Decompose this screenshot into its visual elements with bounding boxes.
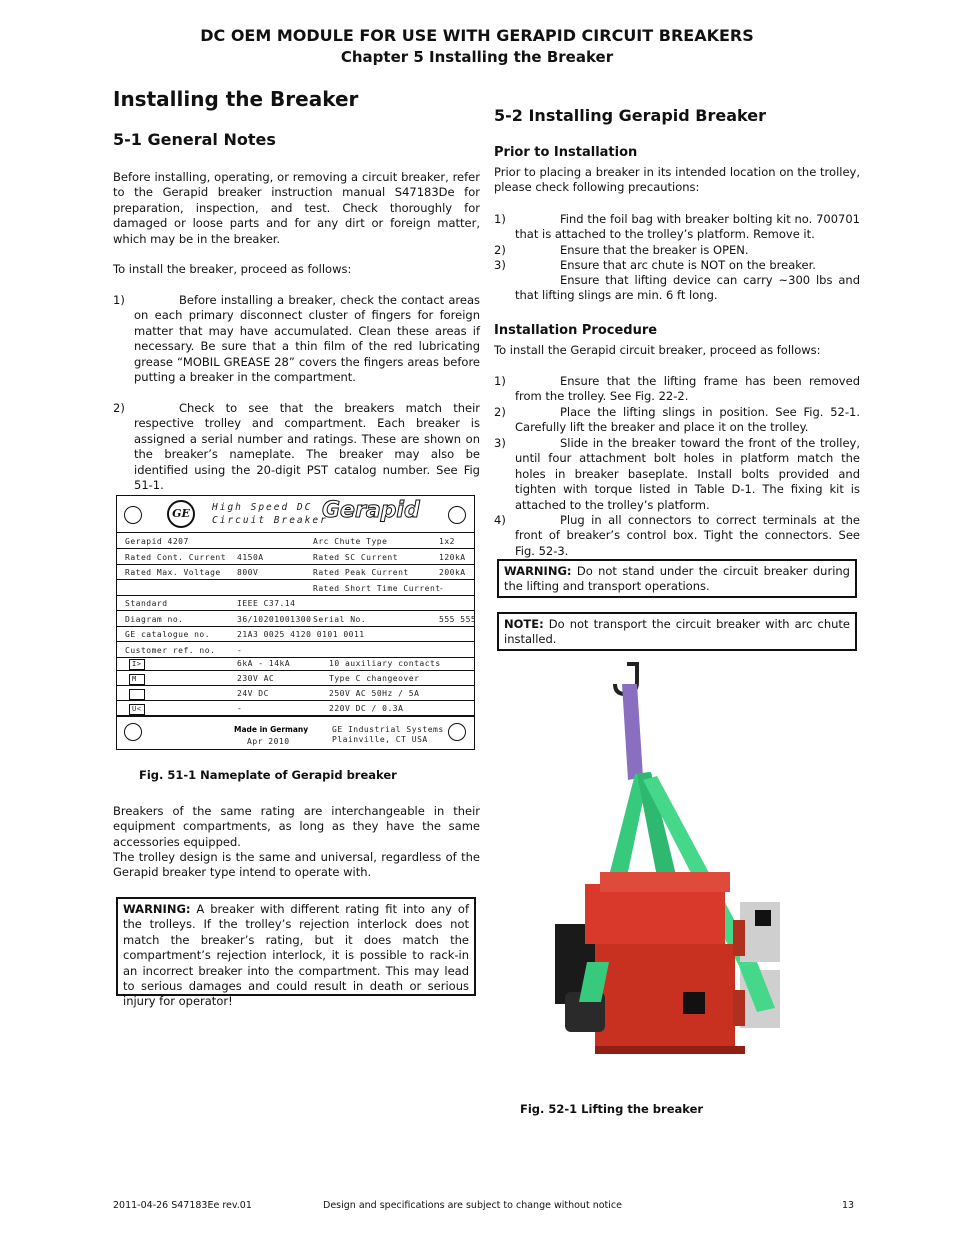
nameplate-cell: -: [237, 645, 243, 655]
subheading-prior: Prior to Installation: [494, 145, 638, 160]
nameplate-maker1: GE Industrial Systems: [332, 725, 444, 734]
nameplate-cell: 24V DC: [237, 689, 269, 698]
list-number: 1): [494, 212, 506, 226]
footer-disclaimer: Design and specifications are subject to change without notice: [323, 1200, 622, 1211]
section-title-general-notes: 5-1 General Notes: [113, 130, 276, 149]
note-text: Do not transport the circuit breaker with arc chute installed.: [504, 617, 850, 647]
figure-caption-lifting: Fig. 52-1 Lifting the breaker: [520, 1102, 704, 1116]
nameplate-cell: IEEE C37.14: [237, 599, 296, 608]
list-text: Place the lifting slings in position. See Fig. 52-1. Carefully lift the breaker and place it on the trolley.: [515, 405, 860, 435]
list-text: Slide in the breaker toward the front of the trolley, until four attachment bolt holes in platform match the holes in breaker baseplate. Install bolts provided and tighten with torque listed in Table D-1. The fixing kit is attached to the trolley’s platform.: [515, 436, 860, 512]
nameplate-row-divider: [117, 595, 474, 596]
mounting-hole-icon: [124, 723, 142, 741]
list-item: [113, 293, 480, 385]
document-header-title: DC OEM MODULE FOR USE WITH GERAPID CIRCUIT BREAKERS: [200, 26, 754, 45]
list-item: [494, 243, 860, 258]
footer-page-number: 13: [842, 1200, 855, 1211]
list-number: 2): [113, 401, 125, 415]
nameplate-line2: Circuit Breaker: [212, 515, 328, 526]
nameplate-cell: 1x2: [439, 537, 455, 546]
nameplate-row-divider: [117, 564, 474, 565]
list-number: 2): [494, 405, 506, 419]
list-text: Plug in all connectors to correct terminals at the front of breaker’s control box. Tight the connectors. See Fig. 52-3.: [515, 513, 860, 558]
paragraph-proceed: To install the breaker, proceed as follows:: [113, 262, 352, 276]
nameplate-cell: Gerapid 4207: [125, 537, 189, 546]
warning-box-rating: [116, 897, 476, 1009]
nameplate-made-in: Made in Germany: [234, 725, 309, 734]
nameplate-cell: Customer ref. no.: [125, 645, 216, 655]
list-item: [494, 273, 860, 304]
heatsink-lower: [683, 992, 705, 1014]
list-text: Check to see that the breakers match their respective trolley and compartment. Each breaker is assigned a serial number and ratings. These are shown on the breaker’s nameplate. The breaker may also be identified using the 20-digit PST catalog number. See Fig 51-1.: [134, 401, 480, 493]
list-number: 4): [494, 513, 506, 527]
list-item: [494, 405, 860, 436]
breaker-top-red: [585, 884, 725, 944]
list-number: 1): [113, 293, 125, 307]
nameplate-row-divider: [117, 657, 474, 658]
ge-logo: GE: [167, 500, 195, 528]
accessory-symbol-icon: [129, 689, 145, 700]
mounting-hole-icon: [448, 723, 466, 741]
nameplate-cell: 21A3 0025 4120 0101 0011: [237, 630, 365, 639]
nameplate-cell: Arc Chute Type: [313, 537, 388, 546]
nameplate-cell: Type C changeover: [329, 674, 420, 683]
mounting-hole-icon: [448, 506, 466, 524]
nameplate-cell: Rated Max. Voltage: [125, 568, 221, 577]
page-title: Installing the Breaker: [113, 87, 359, 111]
nameplate-cell: 4150A: [237, 552, 264, 562]
paragraph-trolley: The trolley design is the same and universal, regardless of the Gerapid breaker type intend to operate with.: [113, 850, 480, 880]
nameplate-row-divider: [117, 700, 474, 701]
breaker-front-red: [595, 944, 735, 1046]
nameplate-brand: Gerapid: [322, 498, 420, 523]
nameplate-cell: 6kA - 14kA: [237, 659, 291, 668]
list-text: Ensure that the breaker is OPEN.: [560, 243, 749, 257]
nameplate-line1: High Speed DC: [212, 502, 313, 513]
list-item: [494, 513, 860, 559]
nameplate-cell: 200kA: [439, 568, 466, 577]
nameplate-row-divider: [117, 626, 474, 627]
list-item: [494, 374, 860, 405]
nameplate-row-divider: [117, 610, 474, 611]
list-number: 3): [494, 258, 506, 272]
list-number: 3): [494, 436, 506, 450]
note-box-arc-chute: [497, 612, 857, 651]
nameplate-cell: Standard: [125, 599, 168, 608]
list-number: 1): [494, 374, 506, 388]
nameplate-cell: GE catalogue no.: [125, 630, 211, 639]
nameplate-cell: Rated Short Time Current: [313, 583, 441, 593]
nameplate-cell: -: [237, 704, 243, 713]
warning-label: WARNING:: [123, 902, 191, 916]
nameplate-cell: Rated Cont. Current: [125, 552, 227, 562]
nameplate-cell: 36/10201001300: [237, 614, 312, 624]
paragraph-prior: Prior to placing a breaker in its intended location on the trolley, please check following precautions:: [494, 165, 860, 195]
nameplate-row-divider: [117, 670, 474, 671]
nameplate-cell: 220V DC / 0.3A: [329, 704, 404, 713]
list-text: Ensure that arc chute is NOT on the breaker.: [560, 258, 816, 272]
nameplate-cell: -: [439, 583, 445, 593]
lifting-breaker-photo: [525, 662, 790, 1057]
note-label: NOTE:: [504, 617, 544, 631]
nameplate-cell: Rated Peak Current: [313, 568, 409, 577]
list-number: 2): [494, 243, 506, 257]
warning-text: A breaker with different rating fit into any of the trolleys. If the trolley’s rejection interlock does not match the breaker’s rating, but it does match the compartment’s rejection interlock, it is possible to rack-in an incorrect breaker into the compartment. This may lead to serious damages and could result in death or serious injury for operator!: [123, 902, 469, 1009]
nameplate-row-divider: [117, 685, 474, 686]
subheading-procedure: Installation Procedure: [494, 323, 658, 338]
nameplate-figure: [116, 495, 475, 750]
nameplate-cell: Rated SC Current: [313, 552, 399, 562]
warning-label: WARNING:: [504, 564, 572, 578]
nameplate-cell: Diagram no.: [125, 614, 184, 624]
nameplate-cell: 120kA: [439, 552, 466, 562]
list-item: [494, 212, 860, 243]
nameplate-row-divider: [117, 641, 474, 642]
nameplate-cell: Serial No.: [313, 614, 367, 624]
section-title-installing: 5-2 Installing Gerapid Breaker: [494, 106, 766, 125]
nameplate-cell: 10 auxiliary contacts: [329, 659, 441, 668]
list-text: Find the foil bag with breaker bolting kit no. 700701 that is attached to the trolley’s platform. Remove it.: [515, 212, 860, 242]
nameplate-row-divider: [117, 548, 474, 549]
document-header-chapter: Chapter 5 Installing the Breaker: [340, 48, 614, 66]
nameplate-row-divider: [117, 579, 474, 580]
purple-sling: [622, 684, 643, 780]
nameplate-cell: 230V AC: [237, 674, 275, 683]
list-item: [494, 258, 860, 273]
paragraph-procedure: To install the Gerapid circuit breaker, proceed as follows:: [494, 343, 821, 357]
mounting-hole-icon: [124, 506, 142, 524]
warning-text: Do not stand under the circuit breaker during the lifting and transport operations.: [504, 564, 850, 594]
list-item: [494, 436, 860, 513]
accessory-symbol-icon: I>: [129, 659, 145, 670]
nameplate-maker2: Plainville, CT USA: [332, 735, 428, 744]
list-text: Ensure that lifting device can carry ~300 lbs and that lifting slings are min. 6 ft long.: [515, 273, 860, 303]
paragraph-interchange: Breakers of the same rating are interchangeable in their equipment compartments, as long as they have the same accessories equipped.: [113, 804, 480, 849]
nameplate-cell: 555 555: [439, 614, 477, 624]
warning-box-lifting: [497, 559, 857, 598]
heatsink-upper: [755, 910, 771, 926]
list-text: Ensure that the lifting frame has been removed from the trolley. See Fig. 22-2.: [515, 374, 860, 404]
paragraph-intro: Before installing, operating, or removing a circuit breaker, refer to the Gerapid breaker instruction manual S47183De for preparation, inspection, and test. Check thoroughly for damaged or loose parts and for any dirt or foreign matter, which may be in the breaker.: [113, 170, 480, 246]
footer-doc-id: 2011-04-26 S47183Ee rev.01: [113, 1200, 252, 1211]
nameplate-cell: 250V AC 50Hz / 5A: [329, 689, 420, 698]
list-text: Before installing a breaker, check the contact areas on each primary disconnect cluster of fingers for foreign matter that may have accumulated. Clean these areas if necessary. Be sure that a thin film of the red lubricating grease “MOBIL GREASE 28” covers the fingers areas before putting a breaker in the compartment.: [134, 293, 480, 385]
accessory-symbol-icon: M: [129, 674, 145, 685]
accessory-symbol-icon: U<: [129, 704, 145, 715]
nameplate-date: Apr 2010: [247, 737, 290, 746]
nameplate-cell: 800V: [237, 568, 259, 577]
list-item: [113, 401, 480, 493]
figure-caption-nameplate: Fig. 51-1 Nameplate of Gerapid breaker: [139, 768, 397, 782]
